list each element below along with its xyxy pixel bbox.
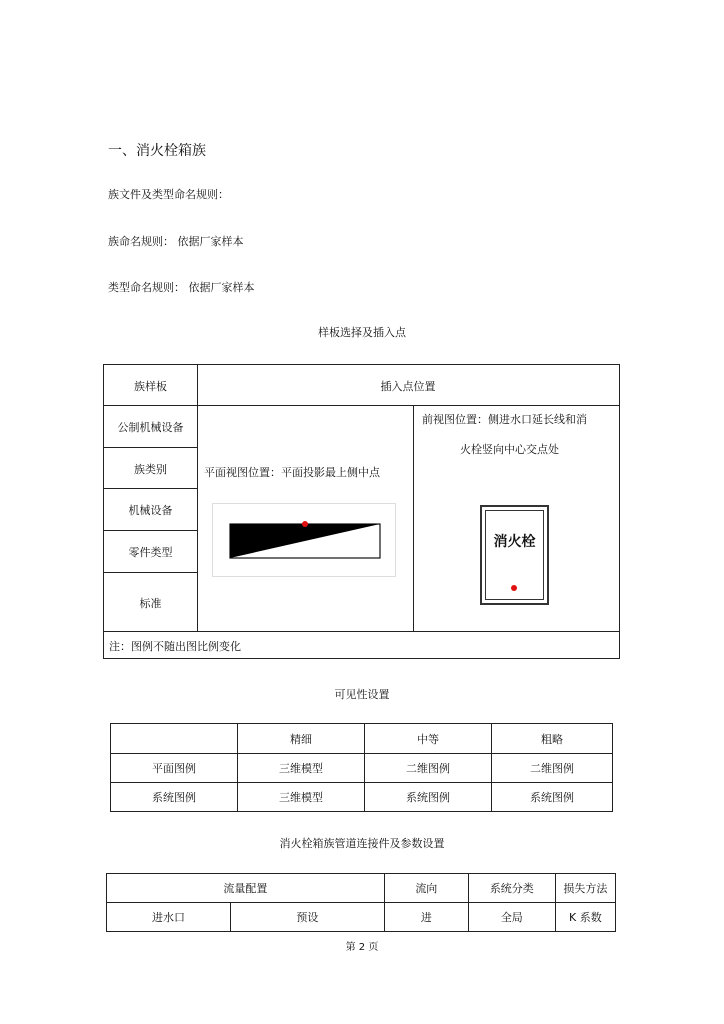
- visibility-header-fine: 精细: [238, 724, 365, 754]
- visibility-header-coarse: 粗略: [492, 724, 613, 754]
- visibility-title: 可见性设置: [334, 688, 390, 701]
- connector-header-loss: 损失方法: [555, 874, 615, 903]
- visibility-row-label: 平面图例: [111, 754, 238, 783]
- plan-view-figure: [212, 503, 396, 577]
- connector-cell: 预设: [231, 903, 385, 932]
- visibility-cell: 系统图例: [492, 783, 613, 812]
- page-number: 第 2 页: [345, 942, 379, 953]
- template-section-title: 样板选择及插入点: [318, 326, 406, 339]
- legend-note: 注：图例不随出图比例变化: [109, 640, 241, 653]
- naming-rules-intro: 族文件及类型命名规则：: [108, 188, 229, 201]
- connector-header-flow: 流量配置: [107, 874, 385, 903]
- template-col-header: 族样板: [134, 380, 167, 393]
- visibility-table: [110, 723, 613, 812]
- connector-header-system: 系统分类: [468, 874, 555, 903]
- connectors-title: 消火栓箱族管道连接件及参数设置: [279, 837, 445, 850]
- hydrant-label: 消火栓: [493, 534, 536, 550]
- connector-header-direction: 流向: [384, 874, 468, 903]
- visibility-row-label: 系统图例: [111, 783, 238, 812]
- plan-insert-point-marker: [302, 521, 308, 527]
- plan-position-text: 平面视图位置：平面投影最上侧中点: [204, 466, 380, 479]
- front-position-line2: 火栓竖向中心交点处: [460, 443, 559, 456]
- family-naming-rule: 族命名规则： 依据厂家样本: [108, 235, 244, 248]
- connector-cell: 进水口: [107, 903, 231, 932]
- front-insert-point-marker: [511, 585, 517, 591]
- template-item-3: 零件类型: [128, 546, 173, 559]
- front-position-line1: 前视图位置：侧进水口延长线和消: [422, 413, 587, 426]
- visibility-header-medium: 中等: [365, 724, 492, 754]
- connectors-table: [106, 873, 616, 932]
- template-item-2: 机械设备: [128, 504, 173, 517]
- insertion-col-header: 插入点位置: [380, 380, 436, 393]
- visibility-cell: 三维模型: [238, 754, 365, 783]
- visibility-cell: 三维模型: [238, 783, 365, 812]
- visibility-header-blank: [111, 724, 238, 754]
- visibility-cell: 二维图例: [492, 754, 613, 783]
- connector-cell: 进: [384, 903, 468, 932]
- visibility-cell: 二维图例: [365, 754, 492, 783]
- template-item-4: 标准: [139, 597, 162, 610]
- section-heading: 一、消火栓箱族: [108, 143, 206, 159]
- connector-cell: K 系数: [555, 903, 615, 932]
- front-view-figure: [480, 505, 549, 605]
- connector-cell: 全局: [468, 903, 555, 932]
- visibility-cell: 系统图例: [365, 783, 492, 812]
- template-item-1: 族类别: [134, 463, 167, 476]
- type-naming-rule: 类型命名规则： 依据厂家样本: [108, 281, 255, 294]
- template-item-0: 公制机械设备: [117, 421, 184, 434]
